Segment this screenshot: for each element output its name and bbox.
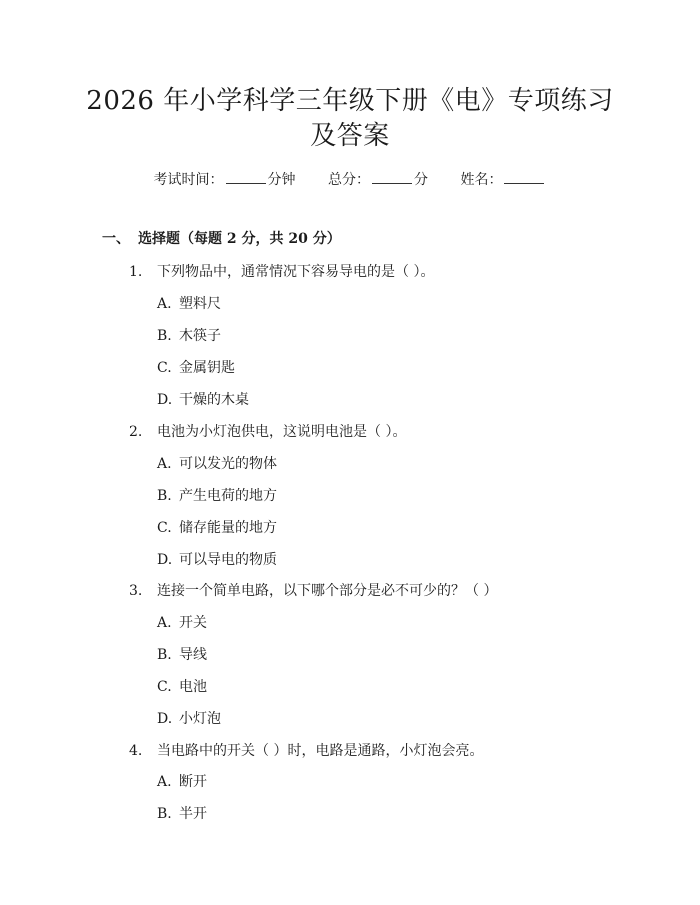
option-text: 半开 [179, 806, 207, 822]
option-text: 可以发光的物体 [179, 456, 277, 472]
page-title-line-2: 及答案 [310, 121, 390, 151]
option-letter: A. [157, 296, 172, 312]
student-name-label: 姓名： [460, 172, 503, 188]
option-text: 导线 [179, 647, 207, 663]
option-text: 产生电荷的地方 [179, 488, 277, 504]
student-name-blank [504, 170, 544, 184]
answer-option [157, 485, 277, 505]
answer-option [157, 517, 277, 537]
answer-option [157, 357, 235, 377]
total-score-blank [372, 170, 412, 184]
section-heading [102, 228, 341, 248]
question-number: 3. [129, 583, 143, 599]
answer-option [157, 644, 207, 664]
question-number: 1. [129, 264, 143, 280]
exam-time-blank [226, 170, 266, 184]
answer-option [157, 612, 207, 632]
question-number: 2. [129, 424, 143, 440]
exam-time-label: 考试时间： [153, 172, 224, 188]
option-text: 小灯泡 [179, 711, 221, 727]
option-text: 储存能量的地方 [179, 520, 277, 536]
answer-option [157, 293, 221, 313]
question-text: 电池为小灯泡供电，这说明电池是（ ）。 [157, 424, 407, 440]
question-item [129, 261, 434, 281]
question-item [129, 580, 497, 600]
exam-time-field [154, 172, 296, 188]
total-score-field [328, 172, 428, 188]
answer-option [157, 676, 207, 696]
answer-option [157, 325, 221, 345]
question-item [129, 421, 406, 441]
option-text: 木筷子 [179, 328, 221, 344]
question-text: 连接一个简单电路，以下哪个部分是必不可少的？（ ） [157, 583, 498, 599]
question-text: 下列物品中，通常情况下容易导电的是（ ）。 [157, 264, 435, 280]
option-text: 塑料尺 [179, 296, 221, 312]
total-score-label: 总分： [328, 172, 370, 188]
page-title-line-1: 2026 年小学科学三年级下册《电》专项练习 [86, 86, 614, 116]
total-score-unit: 分 [414, 172, 428, 188]
option-text: 断开 [179, 774, 207, 790]
answer-option [157, 549, 277, 569]
option-text: 干燥的木桌 [179, 392, 249, 408]
option-letter: C. [157, 520, 172, 536]
question-item [129, 740, 483, 760]
option-letter: D. [157, 711, 173, 727]
answer-option [157, 708, 221, 728]
option-text: 金属钥匙 [179, 360, 235, 376]
exam-time-unit: 分钟 [267, 172, 296, 188]
option-letter: B. [157, 488, 172, 504]
option-letter: A. [157, 456, 172, 472]
answer-option [157, 803, 207, 823]
option-text: 可以导电的物质 [179, 552, 277, 568]
option-letter: D. [157, 552, 173, 568]
question-number: 4. [129, 743, 143, 759]
option-letter: C. [157, 360, 172, 376]
option-letter: B. [157, 328, 172, 344]
option-letter: B. [157, 647, 172, 663]
section-title: 选择题（每题 2 分，共 20 分） [138, 231, 341, 247]
section-number: 一、 [102, 231, 130, 247]
answer-option [157, 389, 249, 409]
option-letter: A. [157, 774, 172, 790]
option-letter: B. [157, 806, 172, 822]
option-letter: C. [157, 679, 172, 695]
option-text: 开关 [179, 615, 207, 631]
option-text: 电池 [179, 679, 207, 695]
option-letter: D. [157, 392, 173, 408]
option-letter: A. [157, 615, 172, 631]
answer-option [157, 771, 207, 791]
answer-option [157, 453, 277, 473]
question-text: 当电路中的开关（ ）时，电路是通路，小灯泡会亮。 [157, 743, 484, 759]
student-name-field [460, 172, 546, 188]
exam-info-row [0, 169, 700, 189]
